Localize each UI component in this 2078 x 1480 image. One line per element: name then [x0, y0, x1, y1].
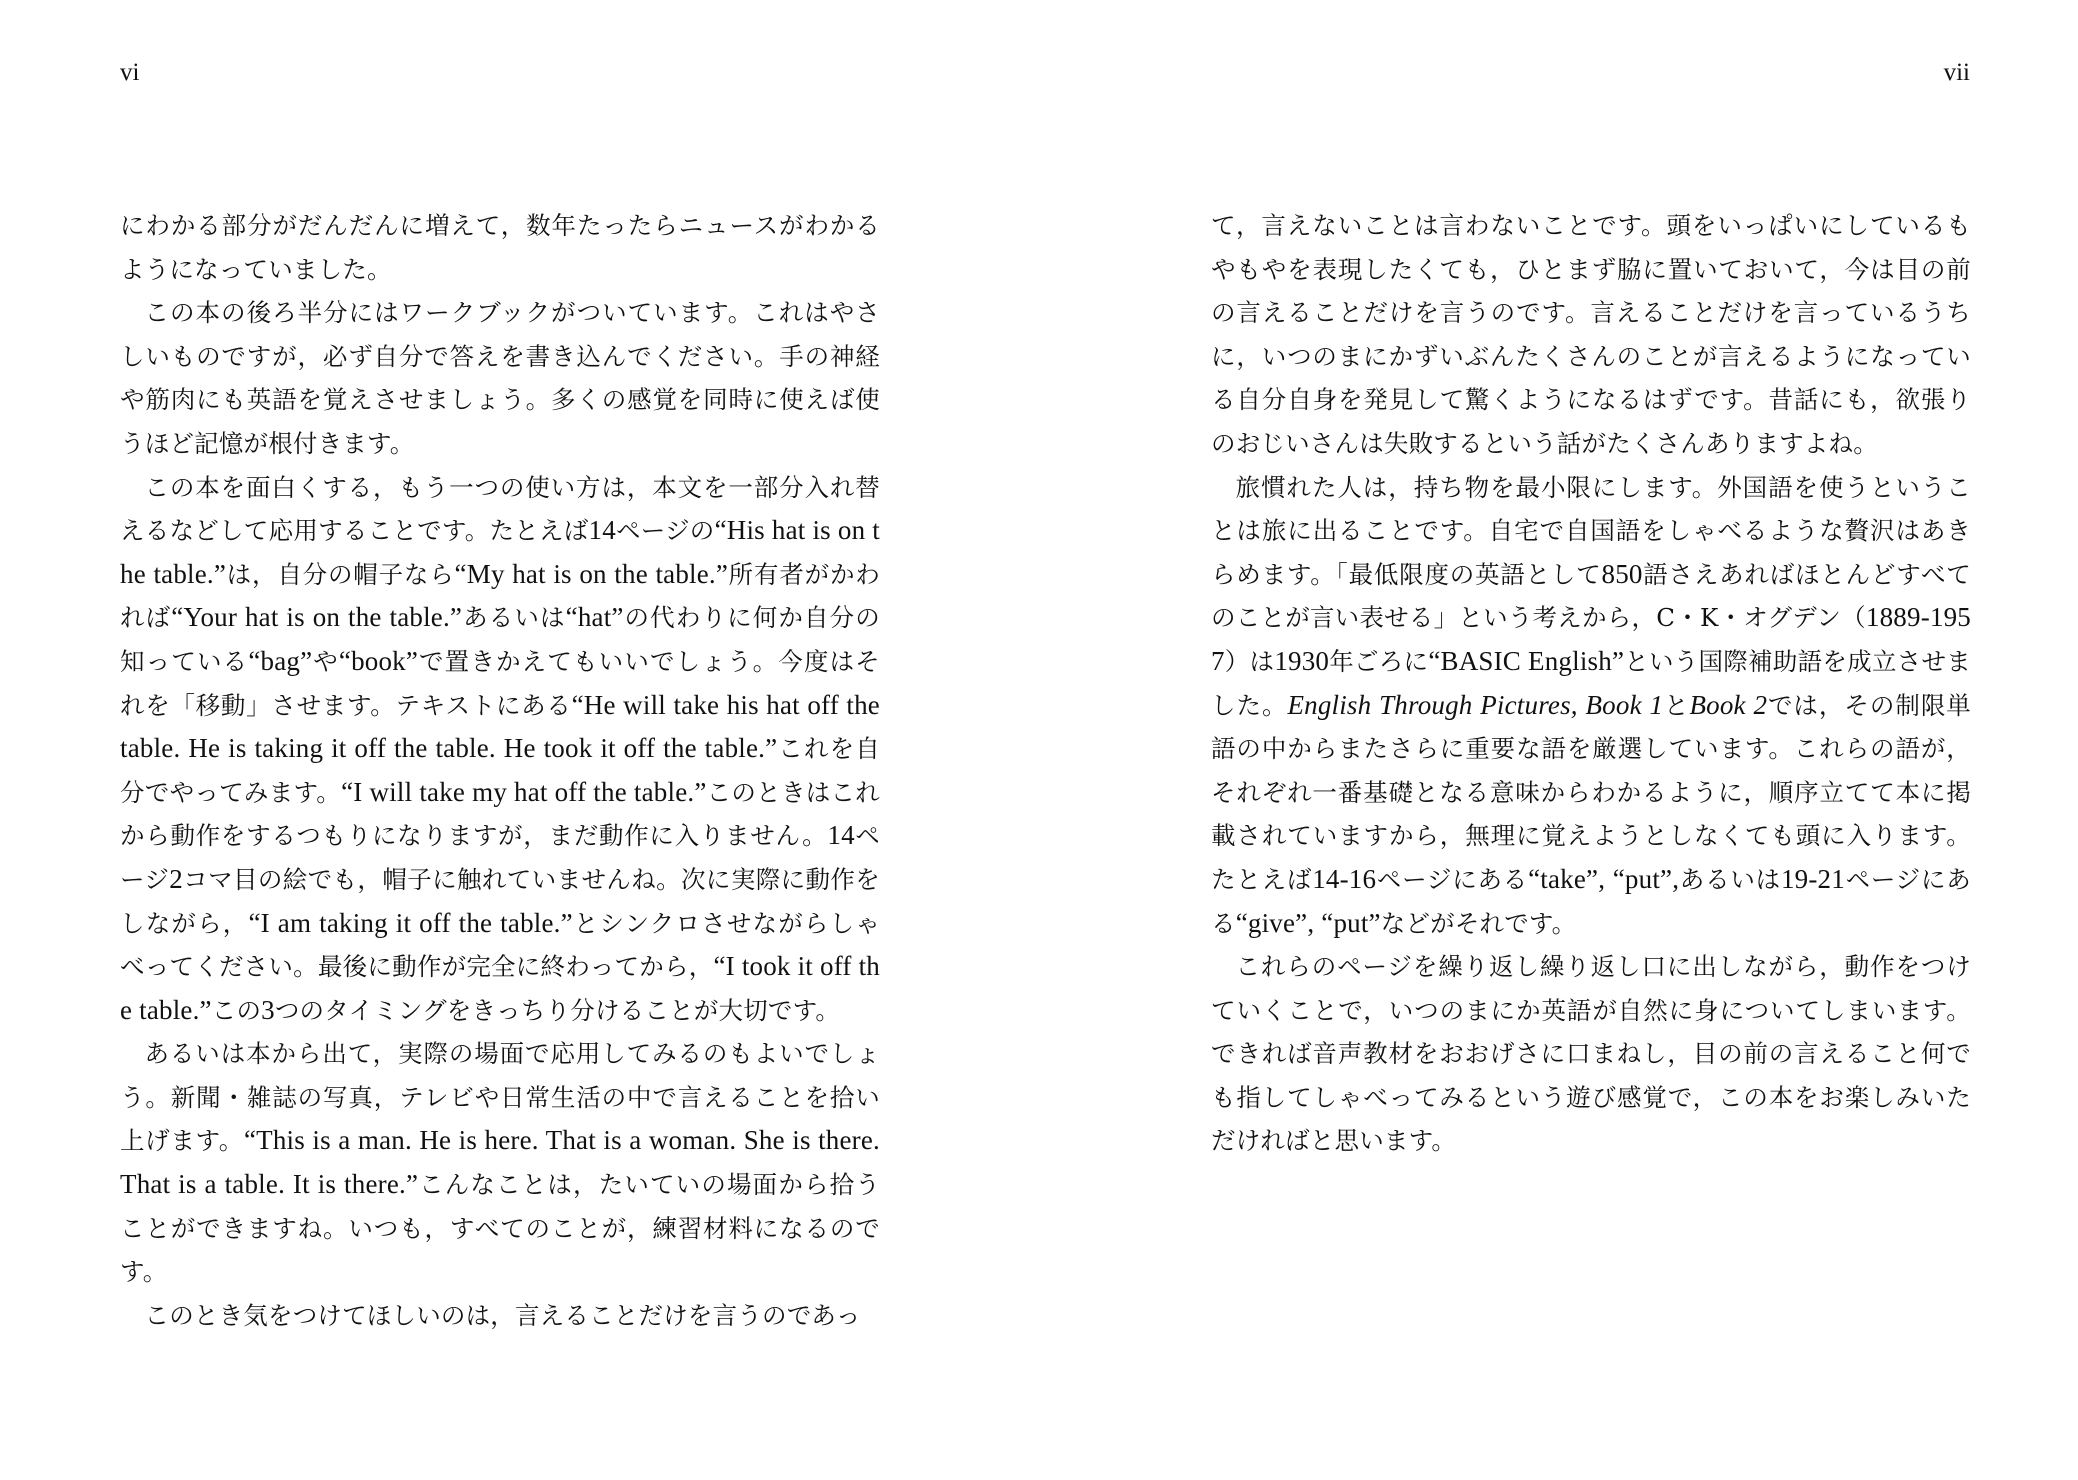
text-run: つのタイミングをきっちり分けることが大切です。 — [274, 995, 841, 1025]
paragraph — [120, 1032, 880, 1294]
text-run: の代わりに何か自分の知っている — [120, 603, 881, 676]
paragraph — [120, 1294, 880, 1338]
text-run: ページの — [615, 516, 715, 546]
latin-run: 3 — [261, 994, 275, 1025]
latin-run: “This is a man. He is here. That is a woman. She is there. That is a table. It is there.” — [120, 1125, 881, 1200]
latin-run: “give”, “put” — [1235, 907, 1381, 938]
text-run: で置きかえてもいいでしょう。今度はそれを「移動」させます。テキストにある — [120, 646, 880, 720]
latin-run: “My hat is on the table.” — [454, 558, 729, 589]
text-run: このとき気をつけてほしいのは，言えることだけを言うのであっ — [144, 1300, 861, 1330]
latin-run: 14 — [827, 820, 855, 851]
paragraph — [1211, 945, 1971, 1163]
paragraph — [1211, 204, 1971, 466]
book-title-italic: Book 2 — [1689, 689, 1768, 720]
text-run: や — [312, 646, 339, 676]
text-run: という国際補助語を成立させました。 — [1211, 646, 1971, 720]
text-run: は，自分の帽子なら — [226, 559, 455, 589]
page-number: vii — [1943, 59, 1970, 86]
text-run: あるいは — [1679, 864, 1781, 894]
text-run: 所有者がかわれば — [120, 559, 880, 633]
latin-run: “hat” — [565, 602, 624, 633]
latin-run: “BASIC English” — [1428, 645, 1625, 676]
text-run: この本を面白くする，もう一つの使い方は，本文を一部分入れ替えるなどして応用することです。たとえば — [120, 472, 880, 546]
text-run: この本の後ろ半分にはワークブックがついています。これはやさしいものですが，必ず自分で答えを書き込んでください。手の神経や筋肉にも英語を覚えさせましょう。多くの感覚を同時に使えば使うほど記憶が根付きます。 — [120, 298, 880, 458]
latin-run: “take”, “put”, — [1528, 863, 1680, 894]
text-run: あるいは — [462, 603, 566, 633]
text-run: では，その制限単語の中からまたさらに重要な語を厳選しています。これらの語が，それぞれ一番基礎となる意味からわかるように，順序立てて本に掲載されていますから，無理に覚えようとしなくても頭に入ります。たとえば — [1211, 690, 1971, 894]
text-run: にわかる部分がだんだんに増えて，数年たったらニュースがわかるようになっていました。 — [120, 211, 880, 284]
latin-run: “I will take my hat off the table.” — [341, 776, 707, 807]
latin-run: 2 — [169, 863, 183, 894]
text-run: こんなことは，たいていの場面から拾うことができますね。いつも，すべてのことが，練習材料になるのです。 — [120, 1170, 880, 1287]
paragraph — [120, 204, 880, 291]
text-run: ページ — [120, 821, 881, 894]
latin-run: 14 — [588, 515, 616, 546]
text-run: とシンクロさせながらしゃべってください。最後に動作が完全に終わってから， — [120, 908, 881, 982]
paragraph — [120, 466, 880, 1033]
page-number: vi — [120, 59, 140, 86]
text-run: これを自分でやってみます。 — [120, 734, 880, 807]
text-run: 語さえあればほとんどすべてのことが言い表せる」という考えから，C・K・オグデン（ — [1211, 559, 1971, 633]
latin-run: 19-21 — [1780, 863, 1845, 894]
latin-run: 850 — [1601, 558, 1643, 589]
latin-run: “I am taking it off the table.” — [248, 907, 573, 938]
text-run: この — [211, 995, 262, 1025]
text-run: これらのページを繰り返し繰り返し口に出しながら，動作をつけていくことで，いつのまにか英語が自然に身についてしまいます。できれば音声教材をおおげさに口まねし，目の前の言えること何でも指してしゃべってみるという遊び感覚で，この本をお楽しみいただければと思います。 — [1211, 952, 1971, 1156]
latin-run: “bag” — [248, 645, 313, 676]
right-page — [1039, 0, 2078, 1480]
text-run: ページにある — [1211, 864, 1971, 938]
text-run: あるいは本から出て，実際の場面で応用してみるのもよいでしょう。新聞・雑誌の写真，テレビや日常生活の中で言えることを拾い上げます。 — [120, 1039, 880, 1156]
latin-run: “book” — [338, 645, 419, 676]
latin-run: “Your hat is on the table.” — [171, 602, 463, 633]
text-run: ページにある — [1376, 864, 1529, 894]
book-title-italic: English Through Pictures, Book 1 — [1287, 689, 1664, 720]
text-run: と — [1663, 690, 1690, 720]
text-run: 旅慣れた人は，持ち物を最小限にします。外国語を使うということは旅に出ることです。自宅で自国語をしゃべるような贅沢はあきらめます。「最低限度の英語として — [1211, 472, 1971, 589]
latin-run: “I took it off the table.” — [120, 951, 880, 1025]
text-run: て，言えないことは言わないことです。頭をいっぱいにしているもやもやを表現したくても，ひとまず脇に置いておいて，今は目の前の言えることだけを言うのです。言えることだけを言っているうちに，いつのまにかずいぶんたくさんのことが言えるようになっている自分自身を発見して驚くようになるはずです。昔話にも，欲張りのおじいさんは失敗するという話がたくさんありますよね。 — [1211, 211, 1971, 458]
paragraph — [120, 291, 880, 465]
latin-run: 1930 — [1274, 645, 1330, 676]
text-run: ）は — [1224, 646, 1275, 676]
text-run: などがそれです。 — [1380, 908, 1577, 938]
paragraph — [1211, 466, 1971, 946]
latin-run: “He will take his hat off the table. He is taking it off the table. He took it off the table.” — [120, 689, 880, 764]
text-run: コマ目の絵でも，帽子に触れていませんね。次に実際に動作をしながら， — [120, 864, 880, 938]
latin-run: “His hat is on the table.” — [120, 515, 880, 589]
body-text — [120, 204, 880, 1337]
latin-run: 14-16 — [1312, 863, 1377, 894]
text-run: 年ごろに — [1329, 646, 1429, 676]
body-text — [1211, 204, 1971, 1163]
latin-run: 1889-1957 — [1211, 602, 1971, 676]
text-run: このときはこれから動作をするつもりになりますが，まだ動作に入りません。 — [120, 777, 881, 851]
